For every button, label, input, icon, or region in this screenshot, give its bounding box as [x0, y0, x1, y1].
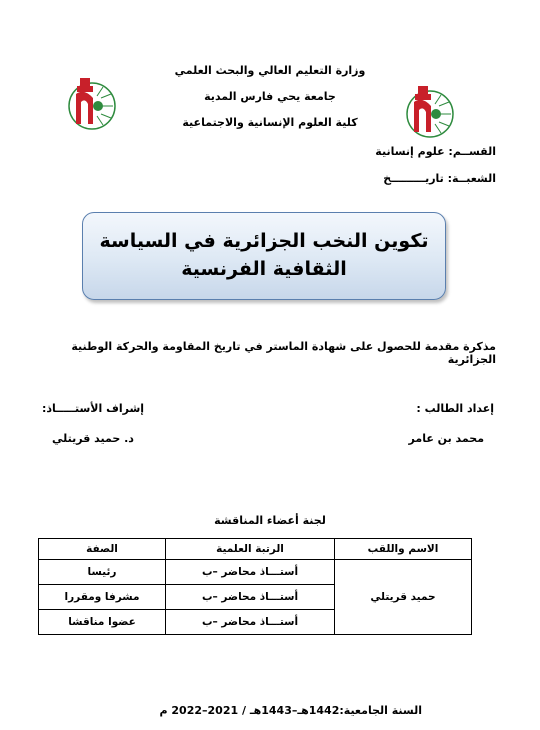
member-name-cell: حميد قريتلي — [335, 560, 472, 635]
faculty-name: كلية العلوم الإنسانية والاجتماعية — [182, 116, 358, 129]
role-cell: عضوا مناقشا — [39, 610, 166, 635]
rank-cell: أستـــاذ محاضر –ب — [166, 560, 335, 585]
col-header-rank: الرتبة العلمية — [166, 539, 335, 560]
supervisor-label: إشراف الأستـــــاذ: — [42, 402, 145, 415]
department-label: القســم: علوم إنسانية — [375, 145, 496, 158]
role-cell: رئيسا — [39, 560, 166, 585]
committee-table — [38, 538, 472, 635]
thesis-subtitle: مذكرة مقدمة للحصول على شهادة الماستر في تاريخ المقاومة والحركة الوطنية الجزائرية — [71, 340, 496, 366]
rank-cell: أستـــاذ محاضر –ب — [166, 585, 335, 610]
academic-year: السنة الجامعية:1442هـ–1443هـ / 2021–2022 م — [159, 704, 422, 717]
thesis-title-line-1: تكوين النخب الجزائرية في السياسة — [99, 230, 429, 252]
branch-label: الشعبــة: تاريـــــــــخ — [383, 172, 496, 185]
university-logo-left — [66, 68, 116, 134]
role-cell: مشرفا ومقررا — [39, 585, 166, 610]
col-header-name: الاسم واللقب — [335, 539, 472, 560]
supervisor-name: د. حميد قريتلي — [52, 432, 134, 445]
thesis-title-line-2: الثقافية الفرنسية — [181, 258, 347, 280]
student-name: محمد بن عامر — [408, 432, 484, 445]
col-header-role: الصفة — [39, 539, 166, 560]
thesis-title — [83, 227, 445, 283]
rank-cell: أستـــاذ محاضر –ب — [166, 610, 335, 635]
ministry-name: وزارة التعليم العالي والبحث العلمي — [174, 64, 366, 77]
university-name: جامعة يحي فارس المدية — [204, 90, 336, 103]
committee-title: لجنة أعضاء المناقشة — [214, 514, 326, 527]
university-logo-right — [404, 76, 454, 142]
student-label: إعداد الطالب : — [416, 402, 494, 415]
thesis-title-box — [82, 212, 446, 300]
table-row — [39, 560, 472, 585]
institution-header — [150, 58, 390, 136]
table-header-row — [39, 539, 472, 560]
